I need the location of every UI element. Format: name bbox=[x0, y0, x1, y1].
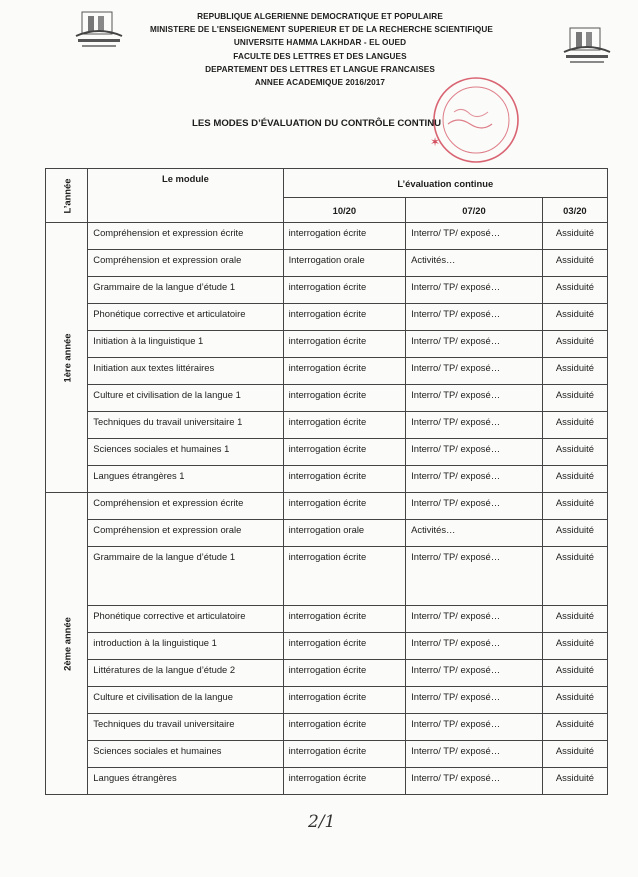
module-header: Le module bbox=[88, 169, 283, 223]
header-line: DEPARTEMENT DES LETTRES ET LANGUE FRANCAISES bbox=[205, 64, 435, 74]
module-cell: Phonétique corrective et articulatoire bbox=[88, 606, 283, 633]
page-mark: 2/1 bbox=[308, 812, 336, 832]
table-row bbox=[46, 520, 608, 547]
weight-header: 03/20 bbox=[542, 198, 607, 223]
module-cell: Sciences sociales et humaines bbox=[88, 741, 283, 768]
header-line: UNIVERSITE HAMMA LAKHDAR - EL OUED bbox=[233, 38, 407, 48]
table-row bbox=[46, 493, 608, 520]
svg-text:✶: ✶ bbox=[430, 135, 441, 149]
attendance-cell: Assiduité bbox=[542, 606, 607, 633]
module-cell: Langues étrangères 1 bbox=[88, 466, 283, 493]
attendance-cell: Assiduité bbox=[542, 714, 607, 741]
table-row bbox=[46, 741, 608, 768]
control-cell: interrogation écrite bbox=[283, 493, 406, 520]
module-cell: Grammaire de la langue d’étude 1 bbox=[88, 547, 283, 606]
table-row bbox=[46, 768, 608, 795]
weight-header: 07/20 bbox=[406, 198, 543, 223]
year-cell bbox=[46, 493, 88, 795]
attendance-cell: Assiduité bbox=[542, 439, 607, 466]
attendance-cell: Assiduité bbox=[542, 466, 607, 493]
module-cell: Compréhension et expression écrite bbox=[88, 223, 283, 250]
control-cell: interrogation écrite bbox=[283, 385, 406, 412]
attendance-cell: Assiduité bbox=[542, 358, 607, 385]
module-cell: Compréhension et expression orale bbox=[88, 520, 283, 547]
control-cell: interrogation écrite bbox=[283, 633, 406, 660]
activity-cell: Interro/ TP/ exposé… bbox=[406, 687, 543, 714]
table-row bbox=[46, 358, 608, 385]
attendance-cell: Assiduité bbox=[542, 412, 607, 439]
module-cell: Techniques du travail universitaire 1 bbox=[88, 412, 283, 439]
attendance-cell: Assiduité bbox=[542, 304, 607, 331]
module-cell: Sciences sociales et humaines 1 bbox=[88, 439, 283, 466]
attendance-cell: Assiduité bbox=[542, 493, 607, 520]
activity-cell: Interro/ TP/ exposé… bbox=[406, 741, 543, 768]
attendance-cell: Assiduité bbox=[542, 250, 607, 277]
activity-cell: Interro/ TP/ exposé… bbox=[406, 633, 543, 660]
attendance-cell: Assiduité bbox=[542, 223, 607, 250]
document-title: LES MODES D’ÉVALUATION DU CONTRÔLE CONTINU bbox=[192, 118, 442, 129]
module-cell: Phonétique corrective et articulatoire bbox=[88, 304, 283, 331]
module-cell: Compréhension et expression orale bbox=[88, 250, 283, 277]
activity-cell: Interro/ TP/ exposé… bbox=[406, 547, 543, 606]
control-cell: interrogation écrite bbox=[283, 304, 406, 331]
university-logo-right bbox=[556, 22, 618, 72]
table-row bbox=[46, 660, 608, 687]
weight-header: 10/20 bbox=[283, 198, 406, 223]
activity-cell: Interro/ TP/ exposé… bbox=[406, 660, 543, 687]
activity-cell: Interro/ TP/ exposé… bbox=[406, 385, 543, 412]
control-cell: interrogation orale bbox=[283, 520, 406, 547]
activity-cell: Interro/ TP/ exposé… bbox=[406, 466, 543, 493]
table-row bbox=[46, 304, 608, 331]
table-row bbox=[46, 385, 608, 412]
table-row bbox=[46, 331, 608, 358]
module-cell: Initiation à la linguistique 1 bbox=[88, 331, 283, 358]
module-cell: Initiation aux textes littéraires bbox=[88, 358, 283, 385]
module-cell: Culture et civilisation de la langue bbox=[88, 687, 283, 714]
attendance-cell: Assiduité bbox=[542, 633, 607, 660]
control-cell: interrogation écrite bbox=[283, 223, 406, 250]
evaluation-table bbox=[45, 168, 608, 795]
control-cell: interrogation écrite bbox=[283, 714, 406, 741]
header-line: FACULTE DES LETTRES ET DES LANGUES bbox=[233, 51, 407, 61]
activity-cell: Interro/ TP/ exposé… bbox=[406, 439, 543, 466]
activity-cell: Activités… bbox=[406, 520, 543, 547]
table-row bbox=[46, 223, 608, 250]
activity-cell: Interro/ TP/ exposé… bbox=[406, 768, 543, 795]
header-line: MINISTERE DE L'ENSEIGNEMENT SUPERIEUR ET DE LA RECHERCHE SCIENTIFIQUE bbox=[150, 25, 493, 35]
control-cell: interrogation écrite bbox=[283, 547, 406, 606]
control-cell: interrogation écrite bbox=[283, 741, 406, 768]
activity-cell: Interro/ TP/ exposé… bbox=[406, 304, 543, 331]
activity-cell: Interro/ TP/ exposé… bbox=[406, 714, 543, 741]
module-cell: introduction à la linguistique 1 bbox=[88, 633, 283, 660]
activity-cell: Activités… bbox=[406, 250, 543, 277]
control-cell: interrogation écrite bbox=[283, 466, 406, 493]
module-cell: Langues étrangères bbox=[88, 768, 283, 795]
activity-cell: Interro/ TP/ exposé… bbox=[406, 606, 543, 633]
activity-cell: Interro/ TP/ exposé… bbox=[406, 331, 543, 358]
attendance-cell: Assiduité bbox=[542, 277, 607, 304]
header-line: REPUBLIQUE ALGERIENNE DEMOCRATIQUE ET POPULAIRE bbox=[197, 12, 443, 21]
attendance-cell: Assiduité bbox=[542, 768, 607, 795]
table-row bbox=[46, 439, 608, 466]
activity-cell: Interro/ TP/ exposé… bbox=[406, 493, 543, 520]
table-row bbox=[46, 277, 608, 304]
module-cell: Techniques du travail universitaire bbox=[88, 714, 283, 741]
control-cell: interrogation écrite bbox=[283, 687, 406, 714]
activity-cell: Interro/ TP/ exposé… bbox=[406, 223, 543, 250]
table-row bbox=[46, 412, 608, 439]
control-cell: interrogation écrite bbox=[283, 660, 406, 687]
activity-cell: Interro/ TP/ exposé… bbox=[406, 358, 543, 385]
control-cell: interrogation écrite bbox=[283, 412, 406, 439]
attendance-cell: Assiduité bbox=[542, 660, 607, 687]
table-row bbox=[46, 250, 608, 277]
control-cell: interrogation écrite bbox=[283, 606, 406, 633]
control-cell: interrogation écrite bbox=[283, 277, 406, 304]
table-row bbox=[46, 547, 608, 606]
control-cell: interrogation écrite bbox=[283, 439, 406, 466]
module-cell: Compréhension et expression écrite bbox=[88, 493, 283, 520]
attendance-cell: Assiduité bbox=[542, 520, 607, 547]
year-header: L’année bbox=[61, 178, 73, 213]
university-logo-left bbox=[68, 6, 130, 56]
table-row bbox=[46, 714, 608, 741]
module-cell: Littératures de la langue d’étude 2 bbox=[88, 660, 283, 687]
table-row bbox=[46, 606, 608, 633]
control-cell: interrogation écrite bbox=[283, 768, 406, 795]
activity-cell: Interro/ TP/ exposé… bbox=[406, 412, 543, 439]
attendance-cell: Assiduité bbox=[542, 741, 607, 768]
evaluation-header: L’évaluation continue bbox=[283, 169, 607, 198]
module-cell: Grammaire de la langue d’étude 1 bbox=[88, 277, 283, 304]
activity-cell: Interro/ TP/ exposé… bbox=[406, 277, 543, 304]
control-cell: interrogation écrite bbox=[283, 358, 406, 385]
attendance-cell: Assiduité bbox=[542, 687, 607, 714]
year-cell bbox=[46, 223, 88, 493]
year-header-cell bbox=[46, 169, 88, 223]
attendance-cell: Assiduité bbox=[542, 331, 607, 358]
control-cell: Interrogation orale bbox=[283, 250, 406, 277]
module-cell: Culture et civilisation de la langue 1 bbox=[88, 385, 283, 412]
control-cell: interrogation écrite bbox=[283, 331, 406, 358]
table-row bbox=[46, 633, 608, 660]
table-row bbox=[46, 687, 608, 714]
year-label: 2ème année bbox=[61, 616, 73, 671]
header-line: ANNEE ACADEMIQUE 2016/2017 bbox=[254, 78, 386, 88]
year-label: 1ère année bbox=[61, 333, 73, 382]
attendance-cell: Assiduité bbox=[542, 385, 607, 412]
attendance-cell: Assiduité bbox=[542, 547, 607, 606]
table-row bbox=[46, 466, 608, 493]
